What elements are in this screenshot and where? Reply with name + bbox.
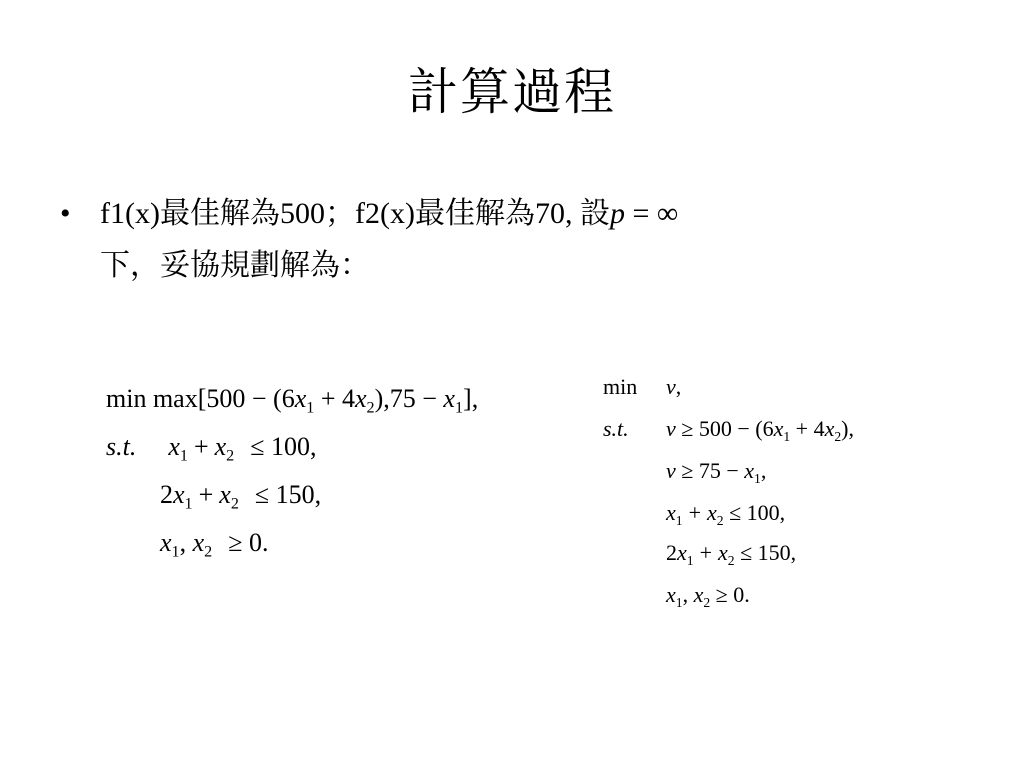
left-constraint-2: [160, 482, 321, 518]
infinity-expression: = ∞: [624, 197, 679, 230]
right-objective: [666, 376, 681, 398]
right-r2-v: v: [666, 458, 676, 483]
right-r3-x2: x: [707, 500, 717, 525]
left-c3-x2-sub: 2: [204, 543, 213, 561]
right-r4-x2: x: [718, 540, 728, 565]
right-r3-plus: +: [688, 500, 701, 525]
left-c1-x1-sub: 1: [179, 447, 188, 465]
bullet-text: [100, 188, 678, 292]
right-r5-x1-sub: 1: [675, 594, 683, 610]
p-variable: p: [609, 197, 625, 230]
right-r5-x2-sub: 2: [703, 594, 711, 610]
right-constraint-5: [666, 584, 750, 614]
right-r2-x1: x: [744, 458, 755, 483]
right-constraint-4: [666, 542, 796, 572]
bullet-line-1: [100, 188, 678, 240]
bullet-line-1-text: f1(x)最佳解為500；f2(x)最佳解為70, 設: [100, 197, 610, 230]
right-constraint-2: [666, 460, 766, 490]
left-st-label: s.t.: [106, 432, 137, 461]
left-c2-rhs: ≤ 150,: [254, 480, 322, 509]
right-r1-x1-sub: 1: [783, 428, 791, 444]
left-c3-x2: x: [192, 528, 205, 557]
right-constraint-1: [666, 418, 854, 448]
left-constraint-1: [106, 434, 317, 470]
bullet-line-2: 下，妥協規劃解為：: [100, 249, 370, 282]
right-r1-plus: + 4: [790, 416, 825, 441]
bullet-marker: •: [60, 197, 71, 230]
right-r3-rhs: ≤ 100,: [729, 500, 786, 525]
left-c3-x1: x: [160, 528, 172, 557]
left-c1-rhs: ≤ 100,: [250, 432, 317, 461]
right-r4-coef: 2: [666, 540, 677, 565]
left-c1-x2: x: [214, 432, 227, 461]
left-objective: [106, 386, 478, 422]
right-obj-v: v: [666, 374, 676, 399]
right-r5-rhs: ≥ 0.: [715, 582, 750, 607]
right-r2-end: ,: [760, 458, 767, 483]
right-r3-x1: x: [666, 500, 676, 525]
left-obj-post: ),75 −: [374, 384, 444, 413]
right-r3-x2-sub: 2: [716, 512, 724, 528]
left-c3-sep: ,: [179, 528, 187, 557]
right-label-min: min: [603, 374, 638, 399]
left-obj-end: ],: [463, 384, 479, 413]
right-st-label: [603, 418, 629, 440]
right-r4-rhs: ≤ 150,: [740, 540, 797, 565]
left-c2-x2: x: [219, 480, 231, 509]
left-c1-plus: +: [193, 432, 209, 461]
left-c1-x2-sub: 2: [226, 447, 235, 465]
right-r1-end: ),: [841, 416, 854, 441]
left-obj-x2: x: [354, 384, 367, 413]
right-obj-comma: ,: [675, 374, 682, 399]
right-r1-x1: x: [773, 416, 784, 441]
left-c2-coef: 2: [160, 480, 173, 509]
left-obj-x1b-sub: 1: [454, 399, 464, 417]
left-c2-x1: x: [173, 480, 185, 509]
right-r1-x2-sub: 2: [834, 428, 842, 444]
right-st-text: s.t.: [603, 416, 629, 441]
right-r5-x1: x: [666, 582, 676, 607]
left-obj-x1-sub: 1: [306, 399, 315, 417]
left-obj-mid: + 4: [314, 384, 355, 413]
left-c3-x1-sub: 1: [171, 543, 180, 561]
left-c2-plus: +: [198, 480, 214, 509]
right-r1-v: v: [666, 416, 676, 441]
left-obj-x1b: x: [443, 384, 455, 413]
left-obj-x1: x: [294, 384, 307, 413]
right-r3-x1-sub: 1: [675, 512, 683, 528]
right-r2-mid: ≥ 75 −: [675, 458, 745, 483]
left-c2-x2-sub: 2: [230, 495, 239, 513]
right-r1-x2: x: [824, 416, 835, 441]
left-c3-rhs: ≥ 0.: [228, 528, 269, 557]
right-r1-mid: ≥ 500 − (6: [675, 416, 774, 441]
right-r4-plus: +: [699, 540, 712, 565]
slide-title: 計算過程: [408, 64, 616, 120]
right-r4-x1: x: [677, 540, 687, 565]
right-r4-x2-sub: 2: [727, 552, 735, 568]
right-r2-x1-sub: 1: [754, 470, 761, 486]
left-constraint-3: [160, 530, 269, 566]
right-constraint-3: [666, 502, 785, 532]
left-obj-x2-sub: 2: [366, 399, 375, 417]
left-c1-x1: x: [168, 432, 180, 461]
right-r5-sep: ,: [682, 582, 689, 607]
left-obj-pre: min max[500 − (6: [106, 384, 295, 413]
right-r5-x2: x: [693, 582, 704, 607]
left-c2-x1-sub: 1: [184, 495, 193, 513]
right-r4-x1-sub: 1: [686, 552, 694, 568]
